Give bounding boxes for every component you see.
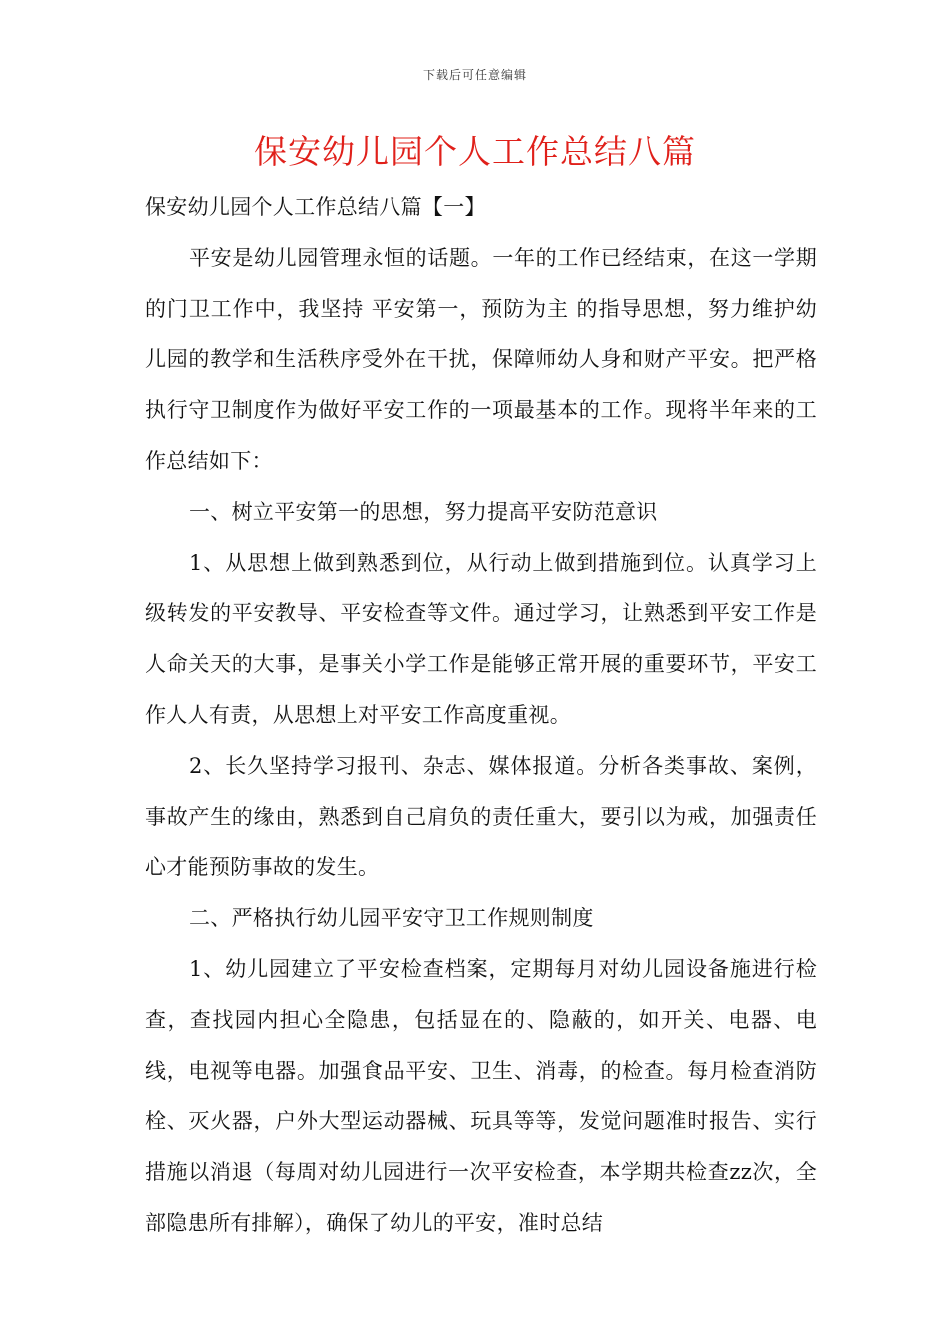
document-title: 保安幼儿园个人工作总结八篇 (254, 132, 696, 171)
paragraph: 一、树立平安第一的思想，努力提高平安防范意识 (189, 499, 658, 524)
section-heading: 保安幼儿园个人工作总结八篇【一】 (145, 195, 486, 219)
paragraph: 2、长久坚持学习报刊、杂志、媒体报道。分析各类事故、案例，事故产生的缘由，熟悉到自己肩负的责任重大，要引以为戒，加强责任心才能预防事故的发生。 (145, 753, 817, 880)
document-body (145, 182, 817, 1249)
paragraph: 1、从思想上做到熟悉到位，从行动上做到措施到位。认真学习上级转发的平安教导、平安检查等文件。通过学习，让熟悉到平安工作是人命关天的大事，是事关小学工作是能够正常开展的重要环节，平安工作人人有责，从思想上对平安工作高度重视。 (145, 550, 817, 727)
paragraph: 1、幼儿园建立了平安检查档案，定期每月对幼儿园设备施进行检查，查找园内担心全隐患，包括显在的、隐蔽的，如开关、电器、电线，电视等电器。加强食品平安、卫生、消毒，的检查。每月检查消防栓、灭火器，户外大型运动器械、玩具等等，发觉问题准时报告、实行措施以消退（每周对幼儿园进行一次平安检查，本学期共检查zz次，全部隐患所有排解），确保了幼儿的平安，准时总结 (145, 956, 817, 1235)
paragraph: 平安是幼儿园管理永恒的话题。一年的工作已经结束，在这一学期的门卫工作中，我坚持 平安第一，预防为主 的指导思想，努力维护幼儿园的教学和生活秩序受外在干扰，保障师幼人身和财产平安。把严格执行守卫制度作为做好平安工作的一项最基本的工作。现将半年来的工作总结如下： (145, 245, 817, 473)
paragraph: 二、严格执行幼儿园平安守卫工作规则制度 (189, 906, 594, 931)
header-note: 下载后可任意编辑 (422, 68, 527, 82)
